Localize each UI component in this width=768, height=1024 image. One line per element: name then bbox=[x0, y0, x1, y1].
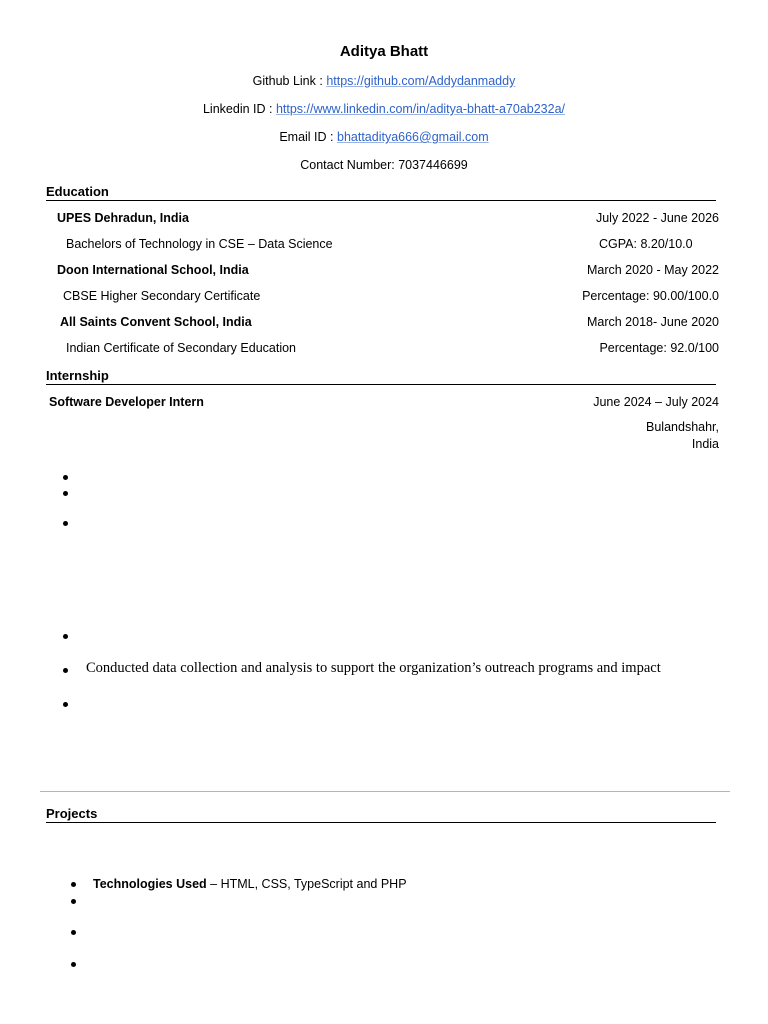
bullet-marker bbox=[63, 521, 68, 526]
linkedin-line bbox=[0, 102, 768, 116]
email-link[interactable]: bhattaditya666@gmail.com bbox=[337, 130, 489, 144]
degree-score: Percentage: 92.0/100 bbox=[599, 341, 719, 355]
page-divider bbox=[40, 791, 730, 792]
linkedin-link[interactable]: https://www.linkedin.com/in/aditya-bhatt-a70ab232a/ bbox=[275, 102, 566, 116]
degree-score: Percentage: 90.00/100.0 bbox=[582, 289, 719, 303]
email-label: Email ID : bbox=[279, 130, 334, 144]
github-label: Github Link : bbox=[252, 74, 323, 88]
bullet-marker bbox=[71, 962, 76, 967]
internship-dates: June 2024 – July 2024 bbox=[593, 395, 719, 409]
degree-name: Indian Certificate of Secondary Education bbox=[66, 341, 296, 355]
internship-heading: Internship bbox=[46, 368, 716, 385]
school-name: Doon International School, India bbox=[57, 263, 249, 277]
education-heading: Education bbox=[46, 184, 716, 201]
degree-score: CGPA: 8.20/10.0 bbox=[599, 237, 693, 251]
github-line bbox=[0, 74, 768, 88]
candidate-name: Aditya Bhatt bbox=[339, 43, 429, 60]
degree-name: CBSE Higher Secondary Certificate bbox=[63, 289, 261, 303]
school-name: All Saints Convent School, India bbox=[60, 315, 252, 329]
bullet-marker bbox=[63, 475, 68, 480]
email-line bbox=[0, 130, 768, 144]
internship-location-city: Bulandshahr, bbox=[646, 420, 719, 434]
contact-number: Contact Number: 7037446699 bbox=[300, 158, 468, 172]
bullet-marker bbox=[63, 668, 68, 673]
internship-role: Software Developer Intern bbox=[49, 395, 204, 409]
linkedin-label: Linkedin ID : bbox=[202, 102, 273, 116]
internship-bullet-text: Conducted data collection and analysis to support the organization’s outreach programs and impact bbox=[86, 660, 661, 676]
technologies-value: – HTML, CSS, TypeScript and PHP bbox=[206, 877, 407, 891]
github-link[interactable]: https://github.com/Addydanmaddy bbox=[326, 74, 516, 88]
school-dates: March 2018- June 2020 bbox=[586, 315, 719, 329]
bullet-marker bbox=[63, 491, 68, 496]
bullet-marker bbox=[63, 702, 68, 707]
technologies-line bbox=[93, 877, 407, 891]
degree-name: Bachelors of Technology in CSE – Data Science bbox=[66, 237, 333, 251]
bullet-marker bbox=[71, 930, 76, 935]
internship-location-country: India bbox=[691, 437, 719, 451]
technologies-label: Technologies Used bbox=[93, 877, 207, 891]
bullet-marker bbox=[71, 882, 76, 887]
school-dates: March 2020 - May 2022 bbox=[586, 263, 719, 277]
projects-heading: Projects bbox=[46, 806, 716, 823]
school-dates: July 2022 - June 2026 bbox=[595, 211, 719, 225]
school-name: UPES Dehradun, India bbox=[57, 211, 189, 225]
bullet-marker bbox=[71, 899, 76, 904]
bullet-marker bbox=[63, 634, 68, 639]
